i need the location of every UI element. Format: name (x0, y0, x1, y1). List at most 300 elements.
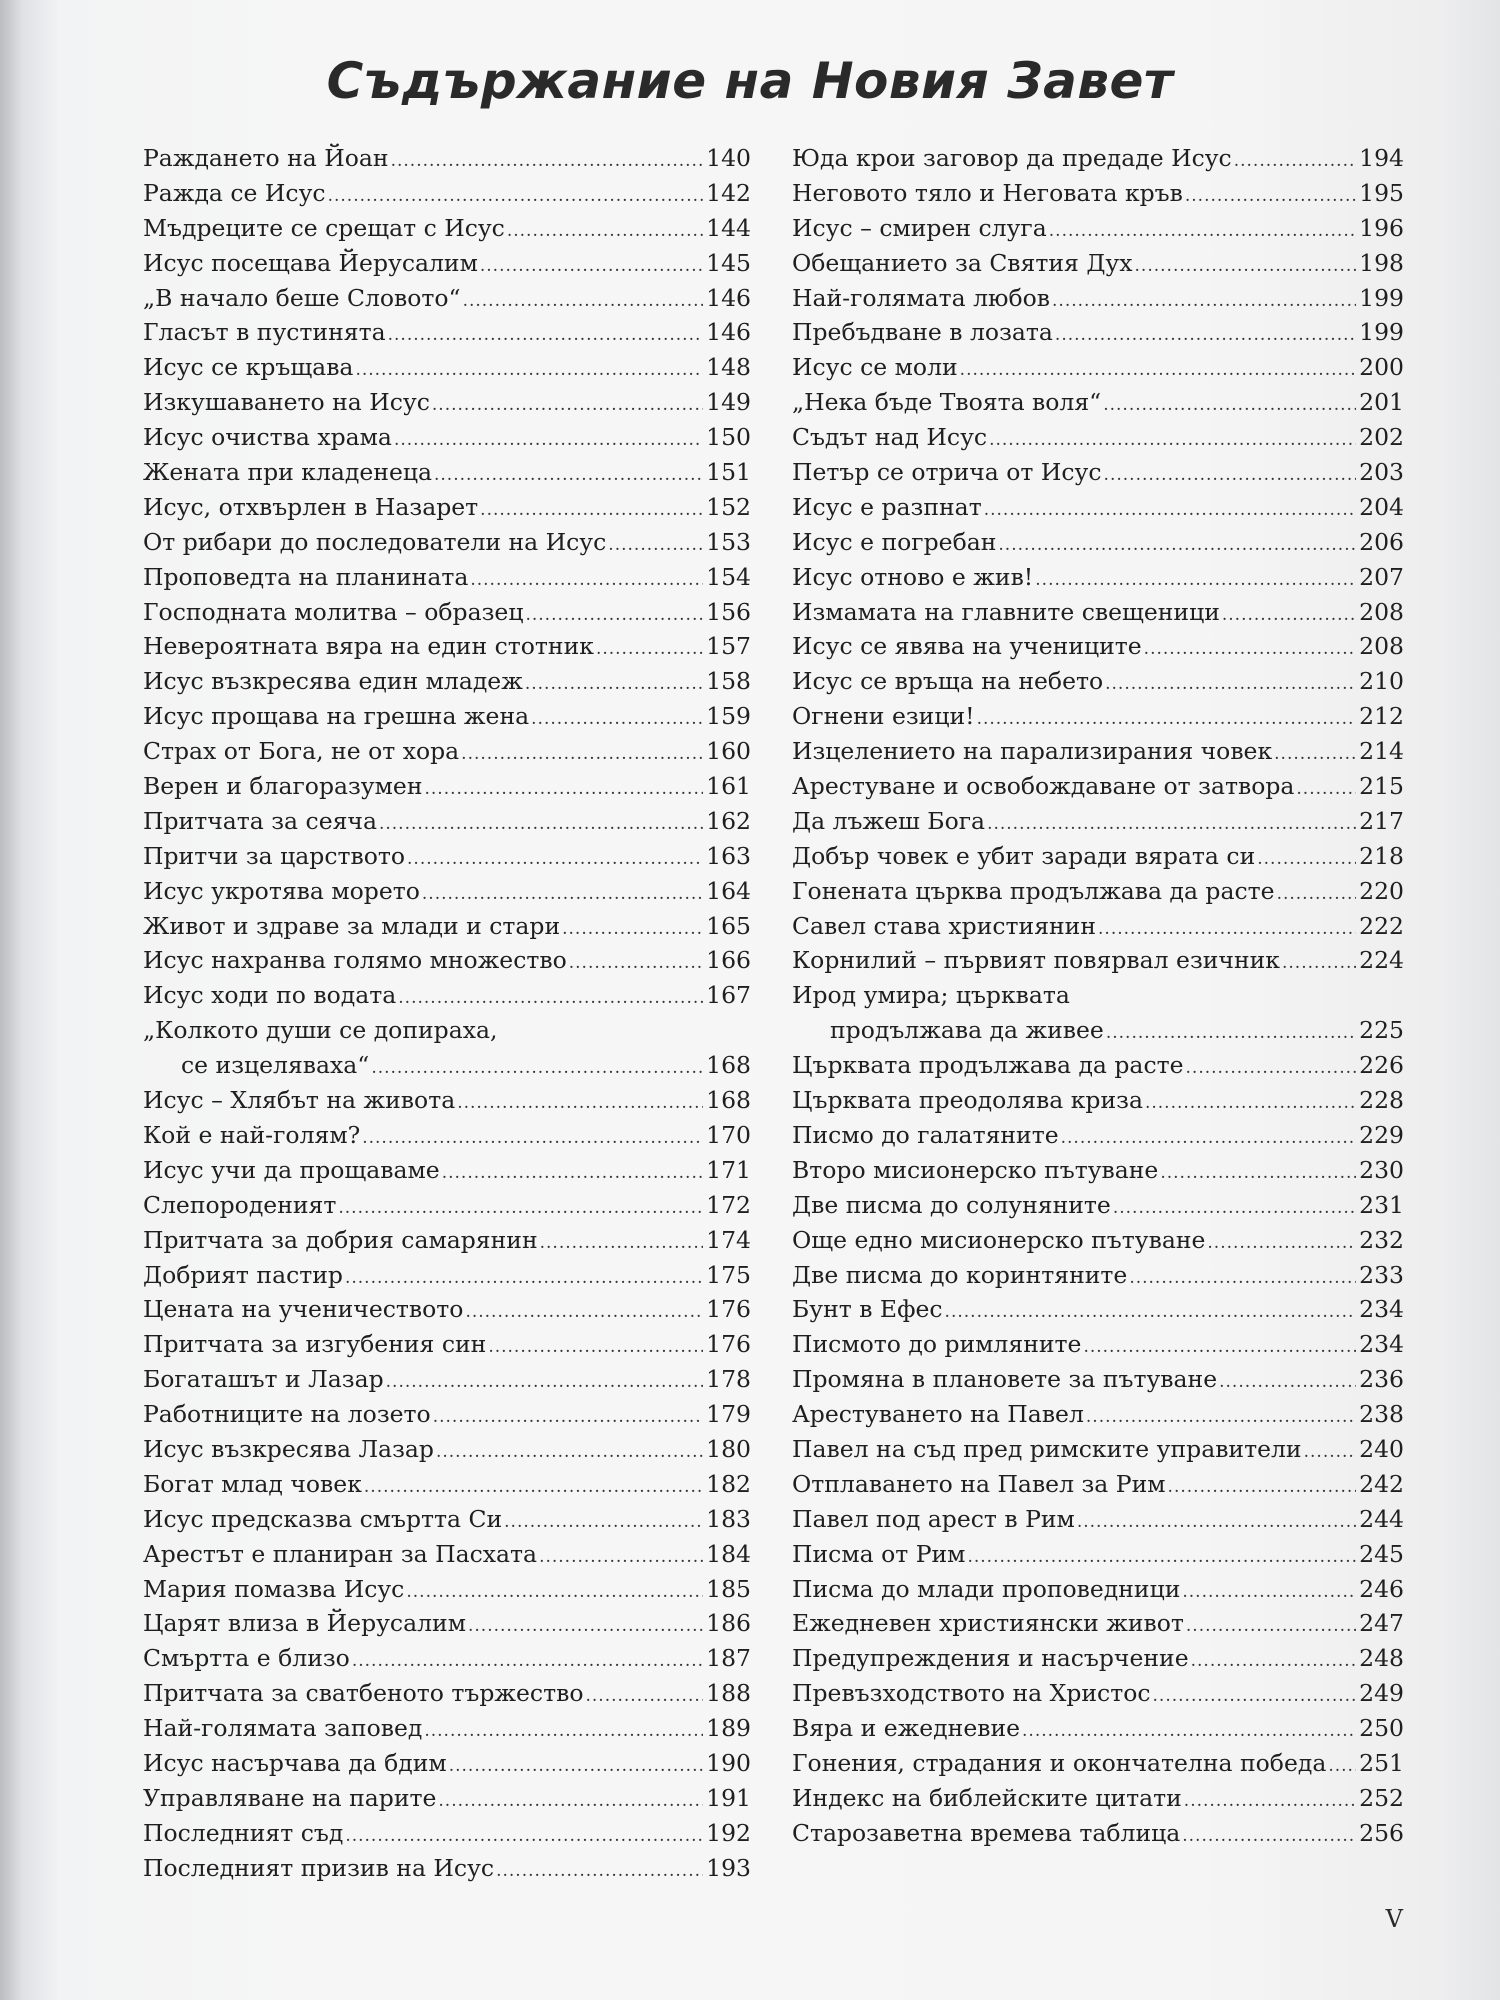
toc-entry-title: Индекс на библейските цитати (792, 1783, 1182, 1812)
toc-entry-page: 246 (1359, 1574, 1404, 1603)
toc-entry (143, 1851, 751, 1886)
toc-entry (792, 1118, 1404, 1153)
toc-entry (792, 1467, 1404, 1502)
toc-entry-page: 154 (706, 562, 751, 591)
toc-entry-page: 152 (706, 492, 751, 521)
toc-entry-title: Страх от Бога, не от хора (143, 737, 460, 766)
toc-entry-title: Проповедта на планината (143, 562, 469, 591)
toc-entry-title: Писмо до галатяните (792, 1120, 1059, 1149)
toc-entry-page: 249 (1359, 1679, 1404, 1708)
toc-entry (792, 1153, 1404, 1188)
toc-entry-title: Добър човек е убит заради вярата си (792, 841, 1256, 870)
dot-leader (1234, 141, 1356, 179)
toc-entry (792, 839, 1404, 874)
dot-leader (432, 385, 703, 423)
toc-entry-title: Исус посещава Йерусалим (143, 248, 478, 277)
toc-entry (792, 734, 1404, 769)
dot-leader (470, 560, 703, 598)
toc-entry (792, 1781, 1404, 1816)
toc-entry-page: 174 (706, 1225, 751, 1254)
toc-entry-page: 220 (1359, 876, 1404, 905)
toc-entry-title: Мъдреците се срещат с Исус (143, 213, 505, 242)
toc-entry-title: Богат млад човек (143, 1469, 362, 1498)
dot-leader (1049, 211, 1356, 249)
toc-entry (792, 1816, 1404, 1851)
toc-entry-page: 190 (706, 1748, 751, 1777)
toc-entry-title: „Колкото души се допираха, (143, 1016, 498, 1045)
dot-leader (1129, 1258, 1356, 1296)
toc-entry-title: Добрият пастир (143, 1260, 343, 1289)
toc-entry-page: 148 (706, 353, 751, 382)
dot-leader (480, 246, 703, 284)
toc-entry (143, 1676, 751, 1711)
toc-entry-page: 218 (1359, 841, 1404, 870)
toc-entry (792, 769, 1404, 804)
dot-leader (540, 1223, 704, 1261)
toc-entry-page: 199 (1359, 318, 1404, 347)
dot-leader (1061, 1118, 1357, 1156)
toc-entry (792, 1606, 1404, 1641)
dot-leader (960, 350, 1356, 388)
toc-entry (143, 1153, 751, 1188)
toc-entry-title: Църквата преодолява криза (792, 1086, 1143, 1115)
dot-leader (1274, 734, 1356, 772)
dot-leader (1222, 595, 1356, 633)
dot-leader (496, 1851, 703, 1889)
toc-entry-title: Изцелението на парализирания човек (792, 737, 1273, 766)
toc-entry-page: 178 (706, 1365, 751, 1394)
toc-entry-page: 156 (706, 597, 751, 626)
toc-entry-title: Управляване на парите (143, 1783, 437, 1812)
toc-entry-page: 225 (1359, 1016, 1404, 1045)
toc-entry-title: Гонената църква продължава да расте (792, 876, 1275, 905)
dot-leader (525, 595, 703, 633)
toc-entry (792, 1013, 1404, 1048)
dot-leader (1055, 315, 1356, 353)
dot-leader (345, 1258, 703, 1296)
toc-entry (143, 1467, 751, 1502)
toc-entry-page: 158 (706, 667, 751, 696)
dot-leader (1277, 874, 1357, 912)
toc-entry-page: 207 (1359, 562, 1404, 591)
toc-entry (792, 176, 1404, 211)
dot-leader (1098, 909, 1356, 947)
toc-entry (792, 629, 1404, 664)
toc-entry-page: 236 (1359, 1365, 1404, 1394)
toc-entry-title: Живот и здраве за млади и стари (143, 911, 561, 940)
dot-leader (388, 315, 704, 353)
dot-leader (1052, 281, 1356, 319)
toc-entry-title: Арестуването на Павел (792, 1400, 1084, 1429)
toc-entry-page: 203 (1359, 458, 1404, 487)
dot-leader (1145, 1083, 1356, 1121)
toc-entry-page: 202 (1359, 423, 1404, 452)
toc-entry (143, 734, 751, 769)
dot-leader (379, 804, 703, 842)
toc-entry-page: 185 (706, 1574, 751, 1603)
dot-leader (345, 1816, 703, 1854)
toc-entry (143, 1537, 751, 1572)
toc-entry-title: Писма до млади проповедници (792, 1574, 1181, 1603)
dot-leader (569, 943, 703, 981)
toc-entry-page: 144 (706, 213, 751, 242)
toc-entry-page: 214 (1359, 737, 1404, 766)
toc-entry (792, 211, 1404, 246)
toc-entry-page: 150 (706, 423, 751, 452)
toc-entry-title: Исус, отхвърлен в Назарет (143, 492, 479, 521)
toc-entry (792, 246, 1404, 281)
toc-entry (792, 1223, 1404, 1258)
toc-entry-title: Отплаването на Павел за Рим (792, 1469, 1166, 1498)
toc-entry (143, 525, 751, 560)
toc-entry-page: 176 (706, 1330, 751, 1359)
toc-entry-title: Исус укротява морето (143, 876, 420, 905)
dot-leader (507, 211, 703, 249)
toc-entry-page: 151 (706, 458, 751, 487)
toc-entry-page: 234 (1359, 1295, 1404, 1324)
toc-entry (143, 1013, 751, 1048)
toc-entry-title: Предупреждения и насърчение (792, 1644, 1189, 1673)
toc-entry (143, 1048, 751, 1083)
toc-entry-title: Богаташът и Лазар (143, 1365, 384, 1394)
toc-entry (143, 1327, 751, 1362)
toc-entry-title: Две писма до солуняните (792, 1190, 1111, 1219)
toc-entry-title: Савел става християнин (792, 911, 1097, 940)
dot-leader (442, 1153, 703, 1191)
toc-entry-title: Последният призив на Исус (143, 1853, 495, 1882)
toc-entry-page: 206 (1359, 527, 1404, 556)
toc-entry (792, 1188, 1404, 1223)
toc-entry (792, 1258, 1404, 1293)
toc-entry-page: 179 (706, 1400, 751, 1429)
toc-entry-title: Да лъжеш Бога (792, 806, 986, 835)
toc-entry (143, 804, 751, 839)
toc-entry-page: 210 (1359, 667, 1404, 696)
toc-entry-title: Исус се кръщава (143, 353, 354, 382)
toc-entry (143, 1816, 751, 1851)
toc-entry-page: 229 (1359, 1120, 1404, 1149)
toc-entry (792, 1641, 1404, 1676)
dot-leader (945, 1292, 1357, 1330)
toc-entry-page: 232 (1359, 1225, 1404, 1254)
toc-entry-page: 247 (1359, 1609, 1404, 1638)
dot-leader (531, 699, 703, 737)
toc-entry-title: Притчата за добрия самарянин (143, 1225, 538, 1254)
toc-entry-title: Исус е погребан (792, 527, 997, 556)
toc-entry-page: 244 (1359, 1504, 1404, 1533)
toc-entry-page: 224 (1359, 946, 1404, 975)
toc-entry-title: Съдът над Исус (792, 423, 988, 452)
toc-entry (143, 629, 751, 664)
dot-leader (1104, 455, 1357, 493)
toc-entry (792, 1432, 1404, 1467)
toc-entry-page: 188 (706, 1679, 751, 1708)
toc-entry (792, 943, 1404, 978)
toc-entry (792, 874, 1404, 909)
toc-entry-page: 146 (706, 283, 751, 312)
toc-entry-title: Раждането на Йоан (143, 144, 389, 172)
toc-entry-title: Мария помазва Исус (143, 1574, 405, 1603)
toc-entry-title: Арестуване и освобождаване от затвора (792, 772, 1295, 801)
toc-entry-title: Ежедневен християнски живот (792, 1609, 1184, 1638)
toc-entry-page: 167 (706, 981, 751, 1010)
toc-entry-page: 180 (706, 1434, 751, 1463)
toc-entry-title: Притчи за царството (143, 841, 406, 870)
page-title: Съдържание на Новия Завет (326, 52, 1174, 110)
toc-entry (143, 455, 751, 490)
toc-entry (792, 1502, 1404, 1537)
dot-leader (438, 1781, 703, 1819)
toc-entry (143, 769, 751, 804)
toc-entry (792, 909, 1404, 944)
toc-entry (143, 1711, 751, 1746)
dot-leader (1185, 176, 1356, 214)
toc-entry-title: Исус се явява на учениците (792, 632, 1142, 661)
dot-leader (1086, 1397, 1356, 1435)
toc-entry-title: Жената при кладенеца (143, 458, 432, 487)
dot-leader (407, 839, 703, 877)
toc-entry-title: Измамата на главните свещеници (792, 597, 1220, 626)
toc-entry-page: 251 (1359, 1748, 1404, 1777)
toc-entry-title: Павел на съд пред римските управители (792, 1434, 1302, 1463)
dot-leader (504, 1502, 703, 1540)
dot-leader (436, 1432, 703, 1470)
toc-entry-title: Царят влиза в Йерусалим (143, 1609, 466, 1638)
toc-entry-title: Арестът е планиран за Пасхата (143, 1539, 538, 1568)
dot-leader (1160, 1153, 1356, 1191)
dot-leader (406, 1572, 703, 1610)
toc-entry-title: Смъртта е близо (143, 1644, 350, 1673)
toc-entry-page: 145 (706, 248, 751, 277)
toc-entry-title: Исус е разпнат (792, 492, 982, 521)
dot-leader (463, 281, 704, 319)
toc-entry (792, 1746, 1404, 1781)
toc-entry-page: 193 (706, 1853, 751, 1882)
toc-entry-title: „Нека бъде Твоята воля“ (792, 388, 1102, 417)
toc-entry-page: 140 (706, 144, 751, 172)
toc-entry-page: 163 (706, 841, 751, 870)
toc-entry-page: 245 (1359, 1539, 1404, 1568)
toc-entry (143, 874, 751, 909)
toc-entry-title: Писмото до римляните (792, 1330, 1082, 1359)
toc-entry-page: 162 (706, 806, 751, 835)
toc-entry-page: 196 (1359, 213, 1404, 242)
toc-entry (792, 420, 1404, 455)
toc-entry (143, 1258, 751, 1293)
toc-entry-title: Исус отново е жив! (792, 562, 1034, 591)
toc-entry-title: продължава да живее (830, 1016, 1104, 1045)
dot-leader (608, 525, 703, 563)
toc-entry (792, 595, 1404, 630)
toc-entry-title: Още едно мисионерско пътуване (792, 1225, 1206, 1254)
toc-entry-title: Църквата продължава да расте (792, 1051, 1184, 1080)
dot-leader (1186, 1606, 1356, 1644)
dot-leader (328, 176, 704, 214)
toc-entry (143, 839, 751, 874)
toc-entry-page: 189 (706, 1714, 751, 1743)
toc-entry-page: 175 (706, 1260, 751, 1289)
toc-entry-page: 164 (706, 876, 751, 905)
toc-entry (143, 1397, 751, 1432)
toc-entry-page: 217 (1359, 806, 1404, 835)
toc-entry-page: 149 (706, 388, 751, 417)
dot-leader (1168, 1467, 1357, 1505)
toc-entry (143, 385, 751, 420)
toc-entry (143, 560, 751, 595)
toc-entry-title: Пребъдване в лозата (792, 318, 1053, 347)
toc-entry-page: 192 (706, 1818, 751, 1847)
toc-entry-title: Притчата за сеяча (143, 806, 377, 835)
toc-entry (143, 490, 751, 525)
toc-entry-title: Невероятната вяра на един стотник (143, 632, 594, 661)
toc-entry (792, 1572, 1404, 1607)
dot-leader (1153, 1676, 1357, 1714)
toc-entry-page: 200 (1359, 353, 1404, 382)
toc-entry-title: Промяна в плановете за пътуване (792, 1365, 1218, 1394)
toc-entry-page: 226 (1359, 1051, 1404, 1080)
toc-entry (792, 1327, 1404, 1362)
toc-entry-page: 191 (706, 1783, 751, 1812)
toc-entry (792, 664, 1404, 699)
toc-entry-page: 208 (1359, 597, 1404, 626)
toc-entry-page: 252 (1359, 1783, 1404, 1812)
dot-leader (1106, 1013, 1356, 1051)
toc-entry-title: Исус – смирен слуга (792, 213, 1047, 242)
dot-leader (424, 1711, 703, 1749)
toc-entry-title: Исус прощава на грешна жена (143, 702, 530, 731)
toc-entry-title: Най-голямата заповед (143, 1714, 423, 1743)
dot-leader (596, 629, 703, 667)
dot-leader (977, 699, 1357, 737)
dot-leader (1113, 1188, 1356, 1226)
toc-entry (792, 455, 1404, 490)
dot-leader (391, 141, 704, 179)
dot-leader (457, 1083, 703, 1121)
toc-entry-title: Исус – Хлябът на живота (143, 1086, 456, 1115)
dot-leader (362, 1118, 703, 1156)
toc-entry-title: Петър се отрича от Исус (792, 458, 1102, 487)
toc-entry (143, 350, 751, 385)
toc-entry-page: 171 (706, 1155, 751, 1184)
toc-entry-page: 187 (706, 1644, 751, 1673)
toc-entry (143, 1188, 751, 1223)
dot-leader (386, 1362, 703, 1400)
toc-entry-page: 146 (706, 318, 751, 347)
toc-entry-title: „В начало беше Словото“ (143, 283, 461, 312)
page-number: V (1385, 1905, 1403, 1933)
dot-leader (434, 455, 703, 493)
toc-entry-title: Исус нахранва голямо множество (143, 946, 567, 975)
toc-entry (792, 1083, 1404, 1118)
toc-entry-page: 183 (706, 1504, 751, 1533)
dot-leader (1184, 1781, 1356, 1819)
toc-entry-page: 215 (1359, 772, 1404, 801)
toc-entry-page: 208 (1359, 632, 1404, 661)
dot-leader (468, 1606, 703, 1644)
dot-leader (433, 1397, 703, 1435)
dot-leader (1282, 943, 1356, 981)
toc-entry-title: Второ мисионерско пътуване (792, 1155, 1159, 1184)
dot-leader (352, 1641, 703, 1679)
dot-leader (1207, 1223, 1356, 1261)
toc-entry-title: Исус предсказва смъртта Си (143, 1504, 503, 1533)
dot-leader (1105, 664, 1356, 702)
toc-entry-title: Слепороденият (143, 1190, 337, 1219)
dot-leader (355, 350, 703, 388)
toc-entry-title: Гласът в пустинята (143, 318, 386, 347)
toc-entry-page: 142 (706, 178, 751, 207)
toc-entry-title: Исус възкресява един младеж (143, 667, 523, 696)
toc-entry-page: 204 (1359, 492, 1404, 521)
dot-leader (984, 490, 1356, 528)
dot-leader (967, 1537, 1356, 1575)
toc-entry-title: Писма от Рим (792, 1539, 966, 1568)
toc-entry-title: Исус се връща на небето (792, 667, 1104, 696)
toc-entry-page: 170 (706, 1120, 751, 1149)
toc-entry (792, 1676, 1404, 1711)
dot-leader (1135, 246, 1357, 284)
toc-entry-page: 234 (1359, 1330, 1404, 1359)
toc-entry-title: Исус ходи по водата (143, 981, 397, 1010)
toc-entry (143, 664, 751, 699)
toc-entry-title: Обещанието за Святия Дух (792, 248, 1133, 277)
toc-left-column (143, 141, 751, 1886)
toc-entry (143, 1746, 751, 1781)
toc-entry (792, 350, 1404, 385)
toc-entry-title: Юда крои заговор да предаде Исус (792, 144, 1232, 172)
toc-entry-title: Кой е най-голям? (143, 1120, 361, 1149)
toc-entry (792, 1292, 1404, 1327)
dot-leader (1186, 1048, 1357, 1086)
dot-leader (1144, 629, 1356, 667)
toc-entry-title: Бунт в Ефес (792, 1295, 943, 1324)
dot-leader (364, 1467, 703, 1505)
toc-entry (792, 699, 1404, 734)
toc-entry (792, 315, 1404, 350)
dot-leader (449, 1746, 703, 1784)
toc-entry-page: 228 (1359, 1086, 1404, 1115)
toc-entry-page: 240 (1359, 1434, 1404, 1463)
toc-entry (792, 1362, 1404, 1397)
toc-entry-page: 168 (706, 1086, 751, 1115)
toc-entry (143, 1083, 751, 1118)
toc-entry-title: Притчата за сватбеното тържество (143, 1679, 584, 1708)
toc-entry-title: Павел под арест в Рим (792, 1504, 1075, 1533)
dot-leader (1328, 1746, 1356, 1784)
toc-entry-title: Работниците на лозето (143, 1400, 431, 1429)
toc-entry (143, 1118, 751, 1153)
toc-entry-page: 172 (706, 1190, 751, 1219)
toc-entry-page: 160 (706, 737, 751, 766)
toc-entry-title: Исус насърчава да бдим (143, 1748, 447, 1777)
toc-entry (143, 176, 751, 211)
toc-entry-page: 153 (706, 527, 751, 556)
toc-entry (792, 281, 1404, 316)
toc-entry-page: 250 (1359, 1714, 1404, 1743)
toc-entry (143, 141, 751, 176)
toc-entry-title: Огнени езици! (792, 702, 975, 731)
toc-entry-page: 242 (1359, 1469, 1404, 1498)
dot-leader (422, 874, 703, 912)
toc-entry-title: Гонения, страдания и окончателна победа (792, 1748, 1327, 1777)
toc-entry (792, 490, 1404, 525)
toc-entry-page: 157 (706, 632, 751, 661)
toc-entry-title: Исус се моли (792, 353, 958, 382)
toc-entry-title: Старозаветна времева таблица (792, 1818, 1181, 1847)
toc-entry (143, 1502, 751, 1537)
dot-leader (488, 1327, 703, 1365)
toc-entry-title: се изцеляваха“ (181, 1051, 370, 1080)
